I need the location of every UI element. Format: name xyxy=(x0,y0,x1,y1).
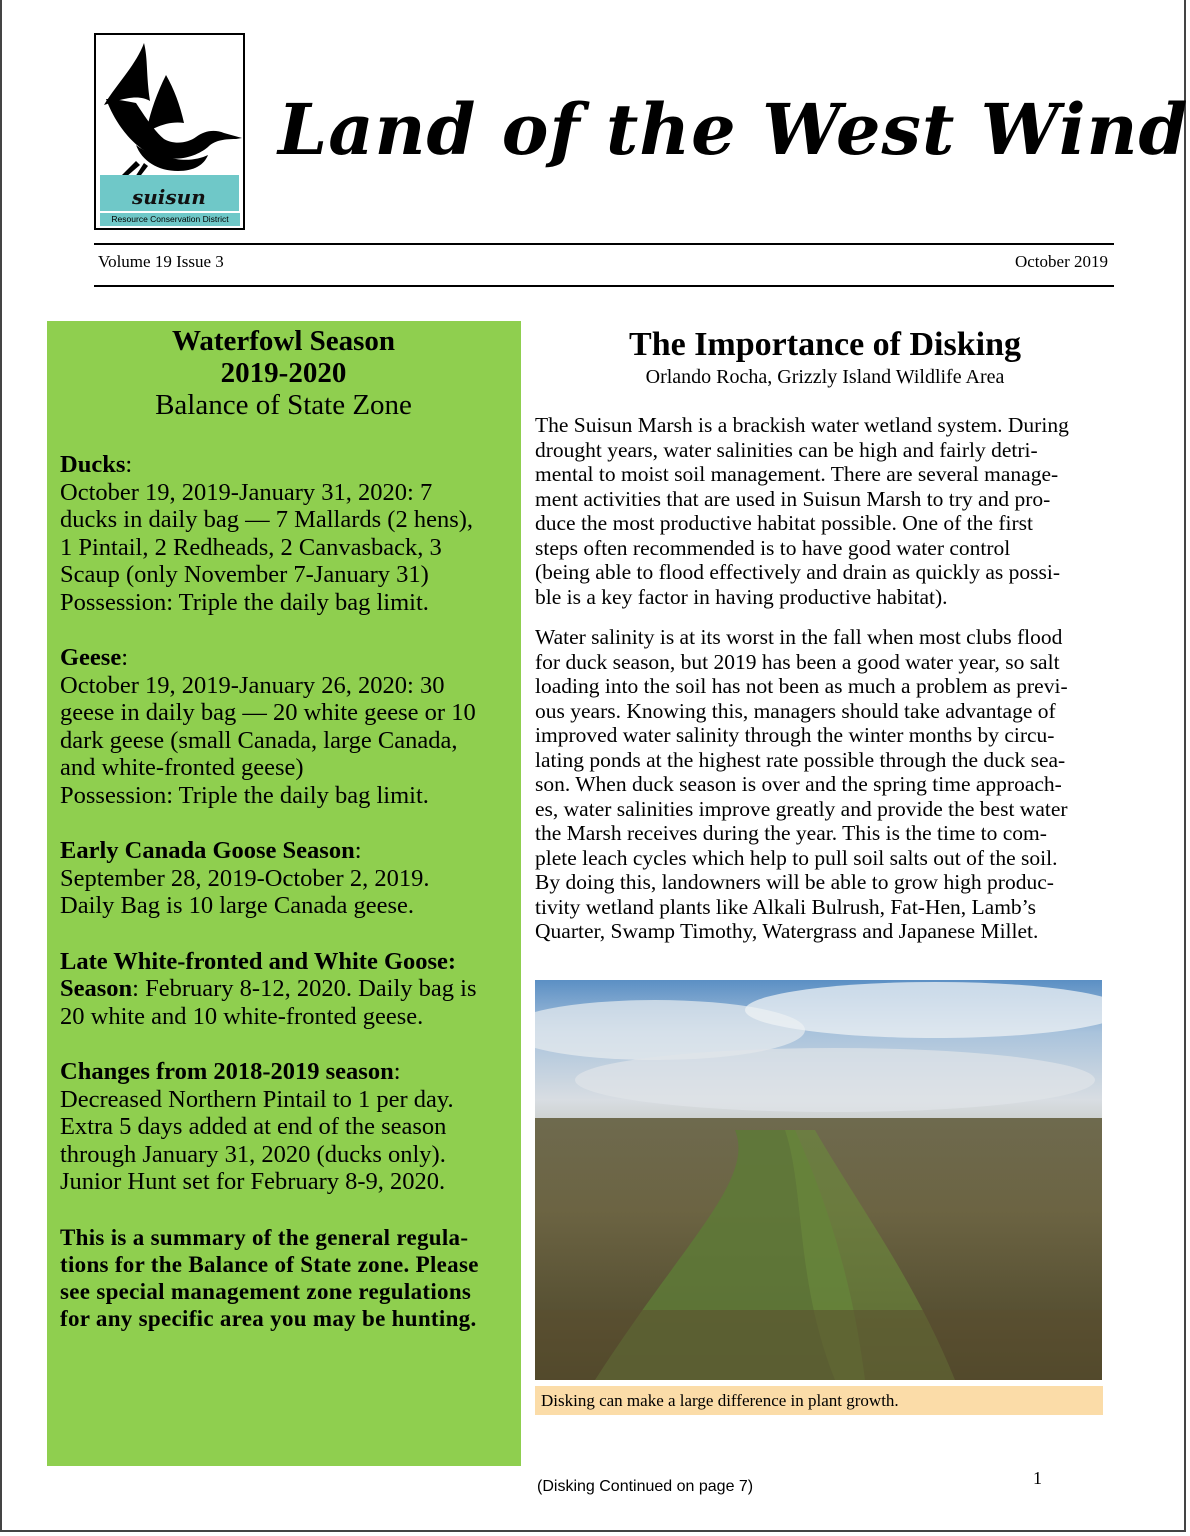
ducks-section: Ducks: October 19, 2019-January 31, 2020: 7 ducks in daily bag — 7 Mallards (2 hens), 1 Pintail, 2 Redheads, 2 Canvasback, 3 Scaup (only November 7-January 31) Possession: Triple the daily bag limit. xyxy=(60,451,474,616)
article-paragraph-2: Water salinity is at its worst in the fall when most clubs flood for duck season, but 2019 has been a good water year, so salt loading into the soil has not been as much a problem as previ- ous years. Knowing this, managers should take advantage of improved water salinity through the winter months by circu- lating ponds at the highest rate possible through the duck sea- son. When duck season is over and the spring time approach- es, water salinities improve greatly and provide the best water the Marsh receives during the year. This is the time to com- plete leach cycles which help to pull soil salts out of the soil. By doing this, landowners will be able to grow high produc- tivity wetland plants like Alkali Bulrush, Fat-Hen, Lamb’s Quarter, Swamp Timothy, Watergrass and Japanese Millet. xyxy=(535,625,1068,943)
geese-section: Geese: October 19, 2019-January 26, 2020: 30 geese in daily bag — 20 white geese or 10 dark geese (small Canada, large Canada, and white-fronted geese) Possession: Triple the daily bag limit. xyxy=(60,644,476,809)
late-white-goose-section: Late White-fronted and White Goose: Season: February 8-12, 2020. Daily bag is 20 white and 10 white-fronted geese. xyxy=(60,947,477,1030)
sidebar-heading: Waterfowl Season 2019-2020 xyxy=(171,325,396,389)
photo-caption: Disking can make a large difference in plant growth. xyxy=(535,1386,1103,1415)
page-number: 1 xyxy=(1033,1468,1042,1488)
marsh-field-photo xyxy=(535,980,1102,1380)
summary-note: This is a summary of the general regula- tions for the Balance of State zone. Please see special management zone regulations for any specific area you may be hunting. xyxy=(60,1224,479,1331)
header-rule-top xyxy=(94,243,1114,245)
issue-date: October 2019 xyxy=(1014,252,1108,271)
waterfowl-season-sidebar xyxy=(47,321,521,1466)
early-canada-goose-section: Early Canada Goose Season: September 28, 2019-October 2, 2019. Daily Bag is 10 large Canada geese. xyxy=(60,837,430,919)
continued-note: (Disking Continued on page 7) xyxy=(537,1478,754,1495)
logo-subtitle: Resource Conservation District xyxy=(100,213,240,226)
changes-section: Changes from 2018-2019 season: Decreased Northern Pintail to 1 per day. Extra 5 days added at end of the season through January 31, 2020 (ducks only). Junior Hunt set for February 8-9, 2020. xyxy=(60,1058,454,1195)
article-title: The Importance of Disking xyxy=(629,326,1021,363)
volume-issue: Volume 19 Issue 3 xyxy=(98,252,224,271)
article-author: Orlando Rocha, Grizzly Island Wildlife Area xyxy=(645,366,1005,388)
sidebar-zone: Balance of State Zone xyxy=(155,389,412,421)
article-paragraph-1: The Suisun Marsh is a brackish water wetland system. During drought years, water salinities can be high and fairly detri- mental to moist soil management. There are several manage- ment activities that are used in Suisun Marsh to try and pro- duce the most productive habitat possible. One of the first steps often recommended is to have good water control (being able to flood effectively and drain as quickly as possi- ble is a key factor in having productive habitat). xyxy=(535,413,1069,609)
article-body xyxy=(535,413,1115,960)
suisun-rcd-logo xyxy=(94,33,245,230)
logo-wordmark: suisun xyxy=(132,185,206,209)
header-rule-bottom xyxy=(94,285,1114,287)
newsletter-title: Land of the West Wind xyxy=(278,88,1189,171)
